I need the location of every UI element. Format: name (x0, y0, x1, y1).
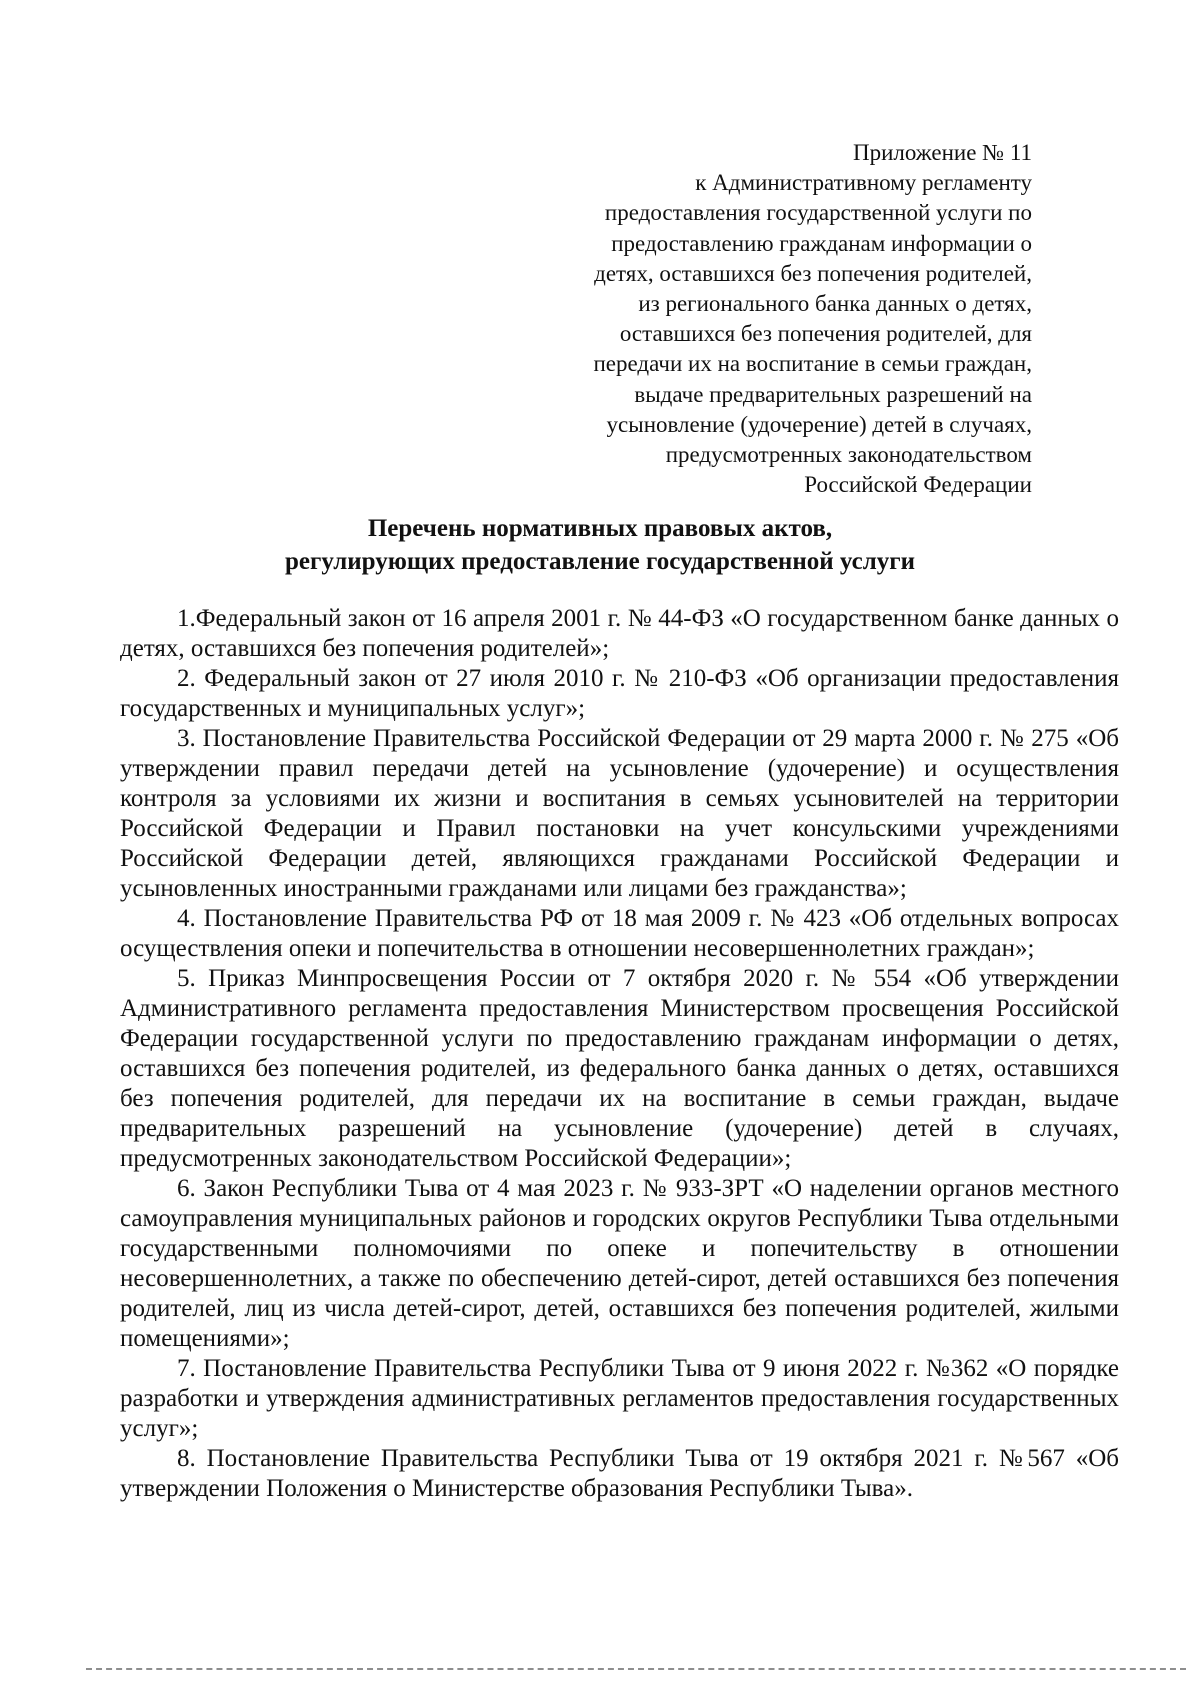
appendix-line: из регионального банка данных о детях, (638, 291, 1032, 317)
act-item: 5. Приказ Минпросвещения России от 7 октября 2020 г. № 554 «Об утверждении Административного регламента предоставления Министерством просвещения Российской Федерации государственной услуги по предоставлению гражданам информации о детях, оставшихся без попечения родителей, из федерального банка данных о детях, оставшихся без попечения родителей, для передачи их на воспитание в семьи граждан, выдаче предварительных разрешений на усыновление (удочерение) детей в случаях, предусмотренных законодательством Российской Федерации»; (120, 965, 1119, 1172)
appendix-line: предусмотренных законодательством (665, 442, 1032, 468)
act-item: 3. Постановление Правительства Российской Федерации от 29 марта 2000 г. № 275 «Об утверждении правил передачи детей на усыновление (удочерение) и осуществления контроля за условиями их жизни и воспитания в семьях усыновителей на территории Российской Федерации и Правил постановки на учет консульскими учреждениями Российской Федерации детей, являющихся гражданами Российской Федерации и усыновленных иностранными гражданами или лицами без гражданства»; (120, 725, 1119, 902)
appendix-line: передачи их на воспитание в семьи граждан, (593, 351, 1032, 377)
footer-divider (86, 1668, 1186, 1670)
appendix-line: оставшихся без попечения родителей, для (619, 321, 1032, 347)
appendix-header (432, 138, 1032, 500)
document-title (120, 512, 1080, 578)
act-item: 8. Постановление Правительства Республики Тыва от 19 октября 2021 г. №567 «Об утверждении Положения о Министерстве образования Республики Тыва». (120, 1445, 1119, 1502)
appendix-line: предоставления государственной услуги по (604, 200, 1032, 226)
act-item: 6. Закон Республики Тыва от 4 мая 2023 г. № 933-ЗРТ «О наделении органов местного самоуправления муниципальных районов и городских округов Республики Тыва отдельными государственными полномочиями по опеке и попечительству в отношении несовершеннолетних, а также по обеспечению детей-сирот, детей оставшихся без попечения родителей, лиц из числа детей-сирот, детей, оставшихся без попечения родителей, жилыми помещениями»; (120, 1175, 1119, 1352)
appendix-line: детях, оставшихся без попечения родителей, (594, 260, 1032, 286)
act-item: 1.Федеральный закон от 16 апреля 2001 г. № 44-ФЗ «О государственном банке данных о детях, оставшихся без попечения родителей»; (120, 605, 1119, 662)
appendix-line: усыновление (удочерение) детей в случаях, (606, 411, 1032, 437)
act-item: 2. Федеральный закон от 27 июля 2010 г. № 210-ФЗ «Об организации предоставления государственных и муниципальных услуг»; (120, 665, 1119, 722)
act-item: 7. Постановление Правительства Республики Тыва от 9 июня 2022 г. №362 «О порядке разработки и утверждения административных регламентов предоставления государственных услуг»; (120, 1355, 1119, 1442)
appendix-line: выдаче предварительных разрешений на (634, 381, 1032, 407)
appendix-line: предоставлению гражданам информации о (611, 230, 1032, 256)
title-line-2: регулирующих предоставление государственной услуги (285, 548, 915, 575)
appendix-line: к Административному регламенту (695, 170, 1032, 196)
appendix-line: Приложение № 11 (852, 140, 1032, 165)
act-item: 4. Постановление Правительства РФ от 18 мая 2009 г. № 423 «Об отдельных вопросах осуществления опеки и попечительства в отношении несовершеннолетних граждан»; (120, 905, 1119, 962)
acts-list (120, 604, 1119, 1504)
title-line-1: Перечень нормативных правовых актов, (367, 515, 833, 542)
appendix-line: Российской Федерации (804, 472, 1032, 498)
